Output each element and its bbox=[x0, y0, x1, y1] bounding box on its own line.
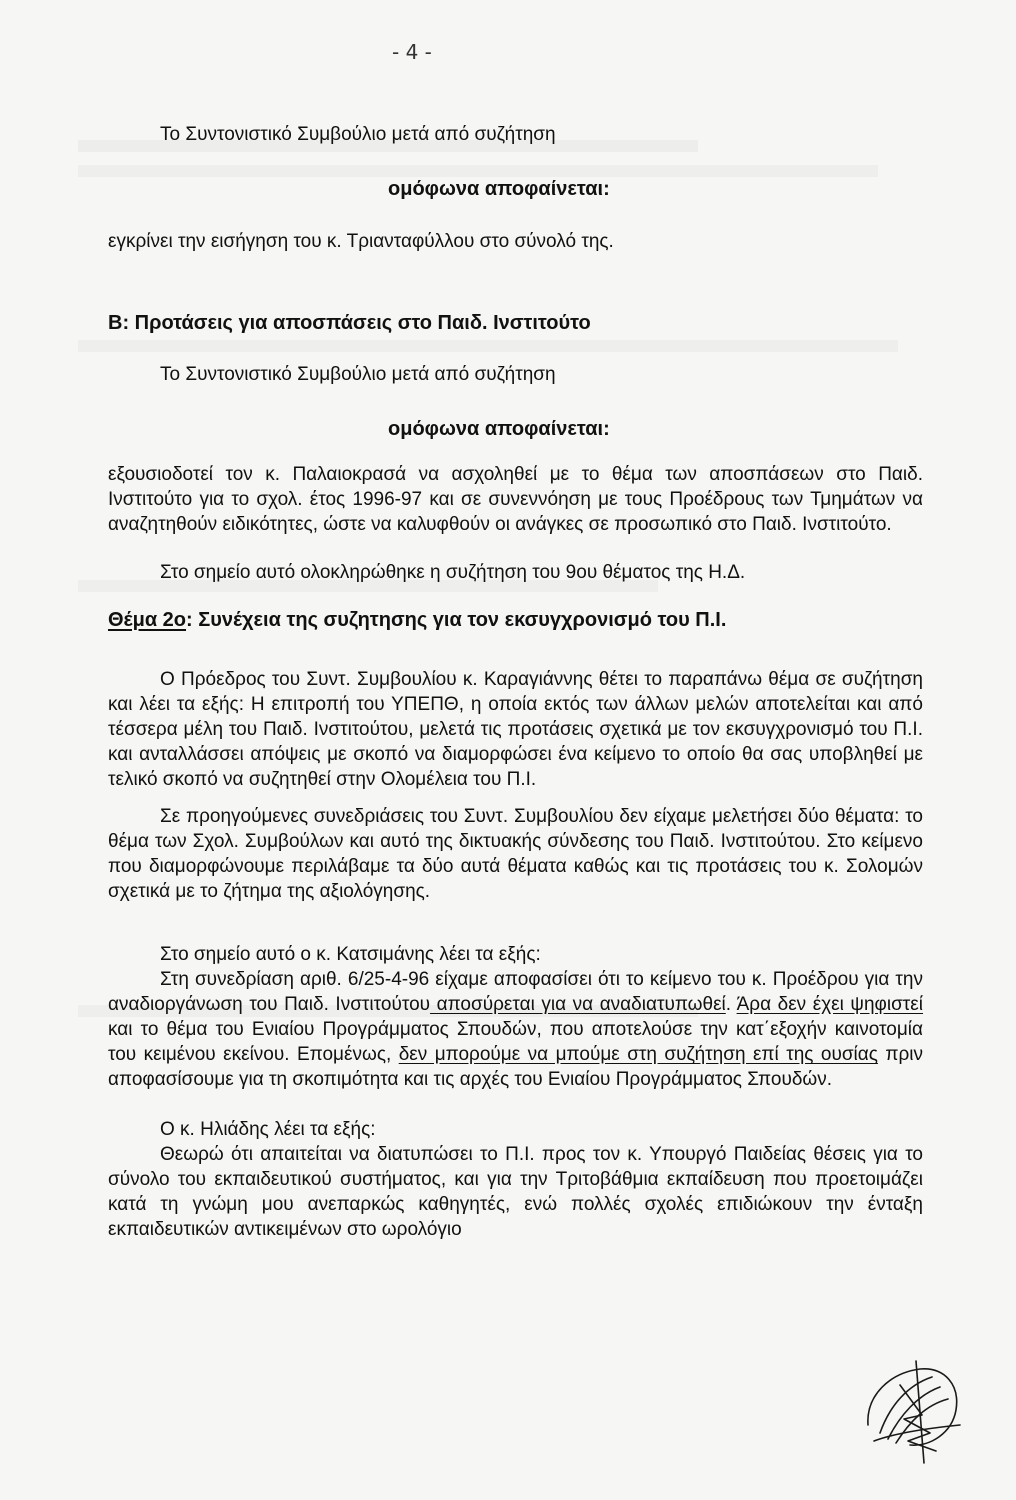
underlined-text: Άρα δεν έχει ψηφιστεί bbox=[736, 994, 923, 1015]
section-heading-b: Β: Προτάσεις για αποσπάσεις στο Παιδ. Ινστιτούτο bbox=[108, 312, 591, 334]
underlined-text: αποσύρεται για να αναδιατυπωθεί bbox=[430, 994, 726, 1015]
paragraph: Θεωρώ ότι απαιτείται να διατυπώσει το Π.Ι. προς τον κ. Υπουργό Παιδείας θέσεις για το σύνολο του εκπαιδευτικού συστήματος, και για την Τριτοβάθμια εκπαίδευση που προετοιμάζει κατά τη γνώμη μου ανεπαρκώς καθηγητές, ενώ πολλές σχολές επιδιώκουν την ένταξη εκπαιδευτικών αντικειμένων στο ωρολόγιο bbox=[108, 1144, 923, 1240]
topic-separator: : bbox=[186, 609, 199, 631]
paragraph: Το Συντονιστικό Συμβούλιο μετά από συζήτηση bbox=[160, 364, 556, 385]
paragraph: Στο σημείο αυτό ολοκληρώθηκε η συζήτηση του 9ου θέματος της Η.Δ. bbox=[160, 562, 746, 583]
signature-stroke bbox=[874, 1425, 960, 1441]
paragraph: εγκρίνει την εισήγηση του κ. Τριανταφύλλου στο σύνολό της. bbox=[108, 231, 614, 252]
paragraph-with-underlines bbox=[108, 967, 923, 1092]
paragraph: Ο Πρόεδρος του Συντ. Συμβουλίου κ. Καραγιάννης θέτει το παραπάνω θέμα σε συζήτηση και λέει τα εξής: Η επιτροπή του ΥΠΕΠΘ, η οποία εκτός των άλλων μελών αποτελείται και από τέσσερα μέλη του Παιδ. Ινστιτούτου, μελετά τις προτάσεις σχετικά με τον εκσυγχρονισμό του Π.Ι. και ανταλλάσσει απόψεις με σκοπό να διαμορφώσει ένα κείμενο το οποίο θα σας υποβληθεί με τελικό σκοπό να συζητηθεί στην Ολομέλεια του Π.Ι. bbox=[108, 669, 923, 790]
text-run: πριν αποφασίσουμε για τη σκοπιμότητα και τις αρχές του Ενιαίου Προγράμματος Σπουδών. bbox=[108, 1044, 924, 1090]
topic-heading bbox=[108, 608, 923, 633]
decision-heading: ομόφωνα αποφαίνεται: bbox=[388, 418, 610, 440]
text-run: Στη συνεδρίαση αριθ. 6/25-4-96 είχαμε αποφασίσει ότι το κείμενο του κ. Προέδρου για την αναδιοργάνωση του Παιδ. Ινστιτούτου bbox=[108, 969, 923, 1015]
underlined-text: δεν μπορούμε να μπούμε στη συζήτηση επί της ουσίας bbox=[398, 1044, 878, 1065]
signature-stroke bbox=[868, 1369, 957, 1445]
page-number: - 4 - bbox=[392, 40, 432, 64]
paragraph: Σε προηγούμενες συνεδριάσεις του Συντ. Συμβουλίου δεν είχαμε μελετήσει δύο θέματα: το θέμα των Σχολ. Συμβούλων και αυτό της δικτυακής σύνδεσης του Παιδ. Ινστιτούτου. Στο κείμενο που διαμορφώνουμε περιλάβαμε τα δύο αυτά θέματα καθώς και τις προτάσεις του κ. Σολομών σχετικά με το ζήτημα της αξιολόγησης. bbox=[108, 806, 923, 902]
paragraph: Ο κ. Ηλιάδης λέει τα εξής: bbox=[160, 1119, 376, 1140]
topic-label: Θέμα 2ο bbox=[108, 609, 187, 631]
document-body bbox=[108, 122, 923, 1242]
paragraph: εξουσιοδοτεί τον κ. Παλαιοκρασά να ασχοληθεί με το θέμα των αποσπάσεων στο Παιδ. Ινστιτούτο για το σχολ. έτος 1996-97 και σε συνεννόηση με τους Προέδρους των Τμημάτων να αναζητηθούν ειδικότητες, ώστε να καλυφθούν οι ανάγκες σε προσωπικό στο Παιδ. Ινστιτούτο. bbox=[108, 464, 923, 535]
text-run: . bbox=[725, 994, 737, 1015]
handwritten-signature bbox=[860, 1355, 980, 1470]
decision-heading: ομόφωνα αποφαίνεται: bbox=[388, 178, 610, 200]
topic-title: Συνέχεια της συζητησης για τον εκσυγχρονισμό του Π.Ι. bbox=[198, 609, 727, 631]
paragraph: Το Συντονιστικό Συμβούλιο μετά από συζήτηση bbox=[160, 124, 556, 145]
text-run: και το θέμα του Ενιαίου Προγράμματος Σπουδών, που αποτελούσε την κατ΄εξοχήν καινοτομία του κειμένου εκείνου. Επομένως, bbox=[108, 1019, 923, 1065]
signature-stroke bbox=[880, 1377, 948, 1443]
paragraph: Στο σημείο αυτό ο κ. Κατσιμάνης λέει τα εξής: bbox=[160, 944, 541, 965]
